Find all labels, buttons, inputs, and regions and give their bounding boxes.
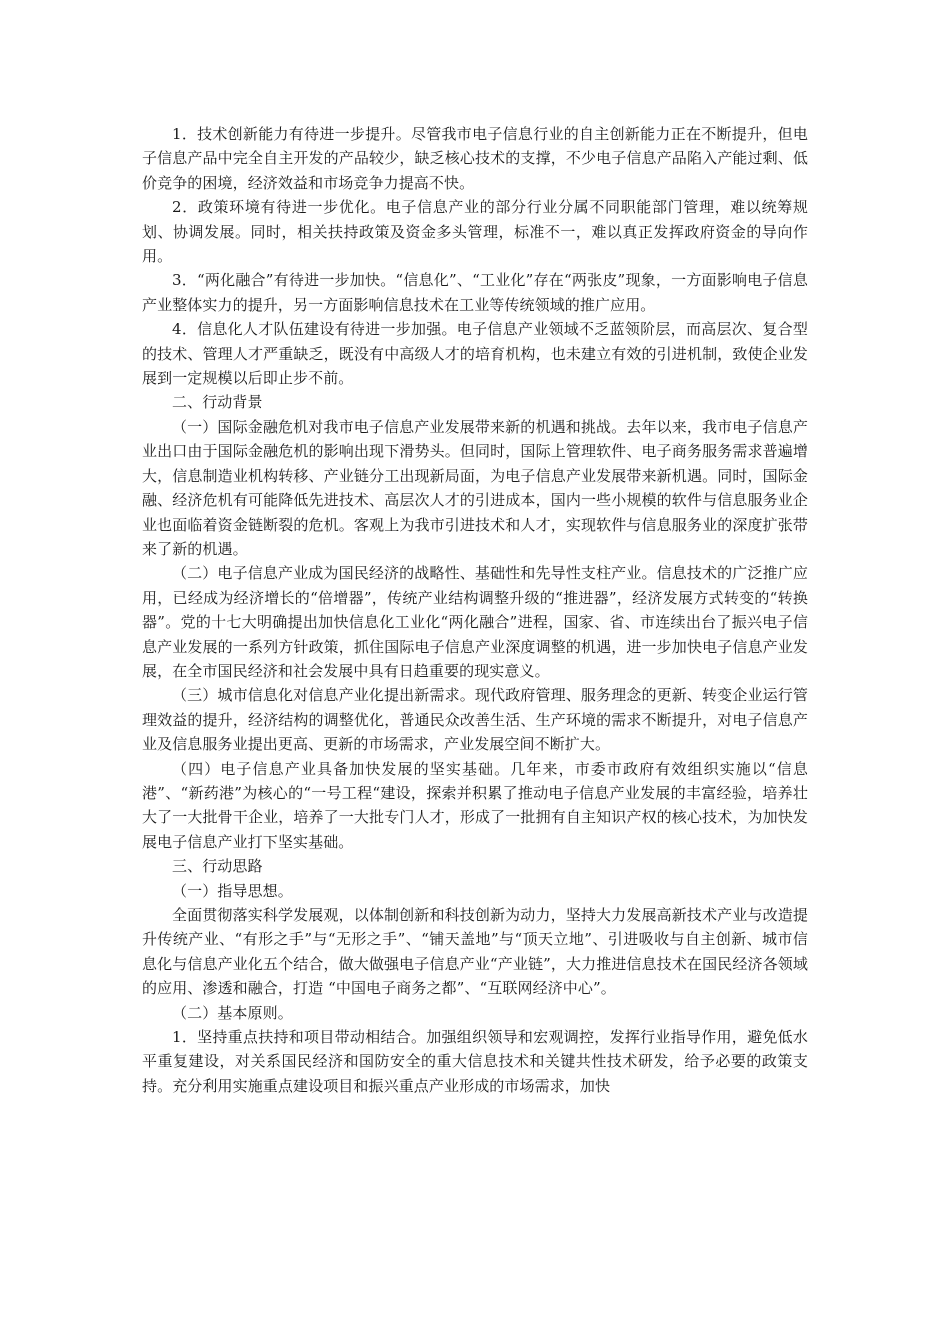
subheading-basic-principles: （二）基本原则。 bbox=[172, 1003, 293, 1022]
paragraph-two-integration: 3．“两化融合”有待进一步加快。“信息化”、“工业化”存在“两张皮”现象，一方面影响电子信息产业整体实力的提升，另一方面影响信息技术在工业等传统领域的推广应用。 bbox=[142, 271, 808, 314]
subheading-guiding-ideology: （一）指导思想。 bbox=[172, 881, 293, 900]
paragraph-solid-foundation: （四）电子信息产业具备加快发展的坚实基础。几年来，市委市政府有效组织实施以“信息港”、“新药港”为核心的“一号工程“建设，探索并积累了推动电子信息产业发展的丰富经验，培养壮大了一大批骨干企业，培养了一大批专门人才，形成了一批拥有自主知识产权的核心技术，为加快发展电子信息产业打下坚实基础。 bbox=[142, 759, 808, 851]
paragraph-policy-environment: 2．政策环境有待进一步优化。电子信息产业的部分行业分属不同职能部门管理，难以统筹规划、协调发展。同时，相关扶持政策及资金多头管理，标准不一，难以真正发挥政府资金的导向作用。 bbox=[142, 198, 808, 266]
section-heading-background: 二、行动背景 bbox=[172, 393, 263, 412]
paragraph-strategic-industry: （二）电子信息产业成为国民经济的战略性、基础性和先导性支柱产业。信息技术的广泛推广应用，已经成为经济增长的“倍增器”，传统产业结构调整升级的“推进器”，经济发展方式转变的“转换器”。党的十七大明确提出加快信息化工业化“两化融合”进程，国家、省、市连续出台了振兴电子信息产业发展的一系列方针政策，抓住国际电子信息产业深度调整的机遇，进一步加快电子信息产业发展，在全市国民经济和社会发展中具有日趋重要的现实意义。 bbox=[142, 564, 808, 680]
paragraph-city-informatization: （三）城市信息化对信息产业化提出新需求。现代政府管理、服务理念的更新、转变企业运行管理效益的提升，经济结构的调整优化，普通民众改善生活、生产环境的需求不断提升，对电子信息产业及信息服务业提出更高、更新的市场需求，产业发展空间不断扩大。 bbox=[142, 686, 808, 754]
paragraph-talent: 4．信息化人才队伍建设有待进一步加强。电子信息产业领域不乏蓝领阶层，而高层次、复合型的技术、管理人才严重缺乏，既没有中高级人才的培育机构，也未建立有效的引进机制，致使企业发展到一定规模以后即止步不前。 bbox=[142, 320, 808, 388]
paragraph-financial-crisis: （一）国际金融危机对我市电子信息产业发展带来新的机遇和挑战。去年以来，我市电子信息产业出口由于国际金融危机的影响出现下滑势头。但同时，国际上管理软件、电子商务服务需求普遍增大，信息制造业机构转移、产业链分工出现新局面，为电子信息产业发展带来新机遇。同时，国际金融、经济危机有可能降低先进技术、高层次人才的引进成本，国内一些小规模的软件与信息服务业企业也面临着资金链断裂的危机。客观上为我市引进技术和人才，实现软件与信息服务业的深度扩张带来了新的机遇。 bbox=[142, 417, 808, 558]
section-heading-approach: 三、行动思路 bbox=[172, 857, 263, 876]
paragraph-tech-innovation: 1．技术创新能力有待进一步提升。尽管我市电子信息行业的自主创新能力正在不断提升，但电子信息产品中完全自主开发的产品较少，缺乏核心技术的支撑，不少电子信息产品陷入产能过剩、低价竞争的困境，经济效益和市场竞争力提高不快。 bbox=[142, 125, 808, 192]
document-body bbox=[142, 122, 808, 1098]
paragraph-key-support: 1．坚持重点扶持和项目带动相结合。加强组织领导和宏观调控，发挥行业指导作用，避免低水平重复建设，对关系国民经济和国防安全的重大信息技术和关键共性技术研发，给予必要的政策支持。充分利用实施重点建设项目和振兴重点产业形成的市场需求，加快 bbox=[142, 1028, 808, 1095]
paragraph-guiding-ideology: 全面贯彻落实科学发展观，以体制创新和科技创新为动力，坚持大力发展高新技术产业与改造提升传统产业、“有形之手”与“无形之手”、“铺天盖地”与“顶天立地”、引进吸收与自主创新、城市信息化与信息产业化五个结合，做大做强电子信息产业“产业链”，大力推进信息技术在国民经济各领域的应用、渗透和融合，打造 “中国电子商务之都”、“互联网经济中心”。 bbox=[142, 906, 808, 998]
